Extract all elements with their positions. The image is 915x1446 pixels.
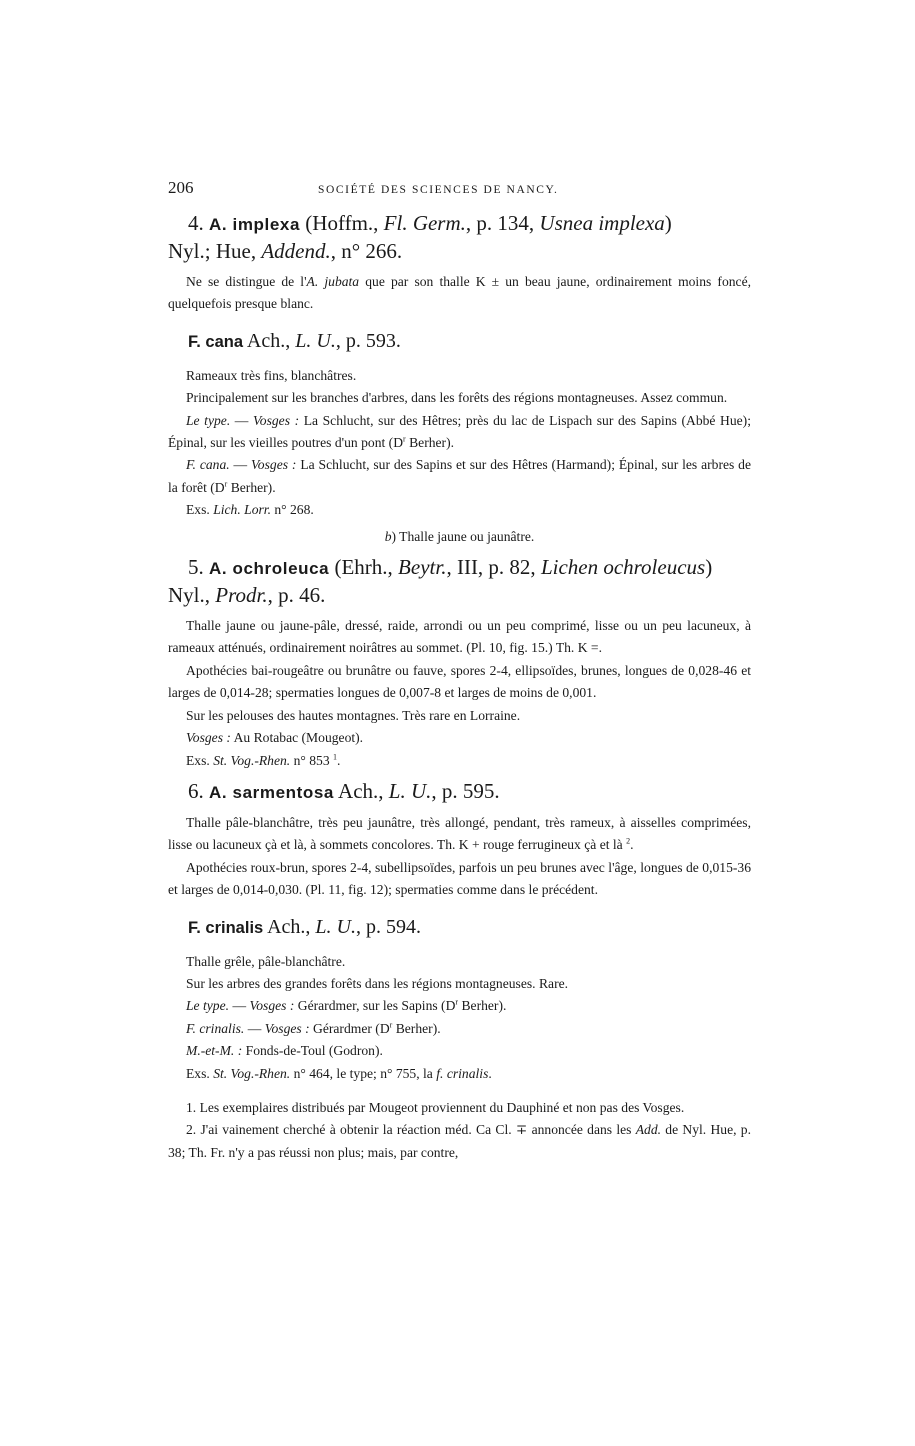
exsiccata-title: Lich. Lorr.	[213, 502, 271, 518]
text-run: La Schlucht, sur des Hêtres; près du lac de Lispach sur des Sapins (Abbé Hue); Épinal, sur les vieilles poutres d'un pont (D	[168, 412, 751, 451]
text-run: Gérardmer, sur les Sapins (D	[294, 998, 456, 1014]
exsiccata-paragraph	[168, 1063, 751, 1085]
region-label: Vosges :	[264, 1020, 310, 1036]
description-paragraph	[168, 812, 751, 857]
citation-text: Ach.,	[263, 915, 316, 938]
citation-text: (Ehrh.,	[329, 555, 399, 580]
text-run: Gérardmer (D	[309, 1020, 390, 1036]
text-run: Exs.	[186, 1065, 214, 1081]
citation-text: , III, p. 82,	[446, 555, 541, 580]
form-name: F. crinalis	[188, 918, 264, 937]
superscript: r	[455, 997, 459, 1007]
citation-text: (Hoffm.,	[305, 211, 384, 235]
page-header	[168, 178, 751, 204]
text-run: Thalle pâle-blanchâtre, très peu jaunâtre, très allongé, pendant, très rameux, à aisselles comprimées, lisse ou lacuneux çà et là, à sommets concolores. Th. K + rouge ferrugineux çà et là	[168, 814, 751, 853]
text-run: .	[488, 1065, 492, 1081]
description-paragraph: Thalle grêle, pâle-blanchâtre.	[186, 953, 346, 969]
page-number: 206	[168, 178, 194, 197]
division-text: ) Thalle jaune ou jaunâtre.	[391, 528, 535, 544]
superscript: r	[389, 1020, 393, 1030]
division-letter: b	[384, 528, 392, 544]
apothecia-paragraph: Apothécies bai-rougeâtre ou brunâtre ou fauve, spores 2-4, ellipsoïdes, brunes, longues de 0,028-46 et larges de 0,014-28; spermaties longues de 0,007-8 et larges de moins de 0,001.	[168, 662, 751, 701]
locality-paragraph	[168, 1018, 751, 1040]
division-heading	[168, 526, 751, 548]
footnote-ref: 1	[333, 751, 338, 761]
species-number: 5.	[188, 555, 204, 580]
habitat-paragraph: Sur les pelouses des hautes montagnes. Très rare en Lorraine.	[186, 707, 521, 723]
form-heading-cana	[188, 328, 751, 355]
locality-paragraph	[168, 727, 751, 749]
type-label: Le type.	[186, 998, 230, 1014]
reference-abbrev: Add.	[635, 1122, 662, 1138]
form-label: f. crinalis	[436, 1065, 489, 1081]
exsiccata-paragraph	[168, 499, 751, 521]
citation-text: Nyl.; Hue,	[168, 239, 262, 263]
footnote-1: 1. Les exemplaires distribués par Mougeot proviennent du Dauphiné et non pas des Vosges.	[186, 1099, 685, 1115]
habitat-paragraph: Principalement sur les branches d'arbres, dans les forêts des régions montagneuses. Assez commun.	[186, 390, 728, 406]
citation-book: Addend.	[261, 239, 331, 263]
species-heading-ochroleuca	[168, 554, 751, 609]
locality-paragraph	[168, 410, 751, 455]
species-name: A. ochroleuca	[209, 559, 330, 579]
text-run: .	[630, 837, 634, 853]
text-run: —	[229, 998, 250, 1014]
footnote-ref: 2	[626, 836, 631, 846]
locality-paragraph	[168, 995, 751, 1017]
species-heading-implexa	[168, 210, 751, 265]
exsiccata-title: St. Vog.-Rhen.	[213, 1065, 291, 1081]
text-run: .	[337, 752, 341, 768]
citation-text: Ach.,	[333, 778, 389, 803]
apothecia-paragraph: Apothécies roux-brun, spores 2-4, subellipsoïdes, parfois un peu brunes avec l'âge, longues de 0,015-36 et larges de 0,014-0,030. (Pl. 11, fig. 12); spermaties comme dans le précédent.	[168, 859, 751, 898]
description-paragraph: Thalle jaune ou jaune-pâle, dressé, raide, arrondi ou un peu comprimé, lisse ou un peu lacuneux, à rameaux atténués, ordinairement noirâtres au sommet. (Pl. 10, fig. 15.) Th. K =.	[168, 618, 751, 656]
species-name: A. implexa	[209, 215, 301, 234]
citation-text: Ach.,	[243, 329, 296, 352]
citation-book: L. U.	[315, 915, 356, 938]
superscript: r	[403, 434, 406, 444]
region-label: Vosges :	[251, 457, 297, 473]
text-run: Berher).	[227, 479, 276, 495]
text-run: —	[244, 1020, 265, 1036]
citation-text: , n° 266.	[330, 239, 403, 263]
region-label: Vosges :	[252, 412, 300, 428]
citation-synonym: Lichen ochroleucus	[540, 555, 706, 580]
text-run: n° 853	[290, 752, 334, 768]
footnote-2	[168, 1119, 751, 1164]
citation-book: L. U.	[295, 329, 336, 352]
species-number: 6.	[188, 778, 204, 803]
citation-text: )	[705, 555, 713, 580]
text-run: Ne se distingue de l'	[186, 274, 307, 289]
region-label: Vosges :	[186, 730, 231, 746]
citation-text: )	[664, 211, 672, 235]
exsiccata-title: St. Vog.-Rhen.	[213, 752, 291, 768]
text-run: n° 268.	[270, 502, 314, 518]
locality-paragraph	[168, 454, 751, 499]
region-label: M.-et-M. :	[186, 1043, 243, 1059]
region-label: Vosges :	[249, 998, 295, 1014]
text-run: Berher).	[405, 435, 455, 451]
citation-book: Fl. Germ.	[383, 211, 466, 235]
habitat-paragraph: Sur les arbres des grandes forêts dans les régions montagneuses. Rare.	[186, 975, 569, 991]
species-heading-sarmentosa	[168, 778, 751, 806]
text-run: Exs.	[186, 752, 214, 768]
description-paragraph	[168, 271, 751, 316]
citation-book: Beytr.	[398, 555, 447, 580]
text-run: n° 464, le type; n° 755, la	[290, 1065, 437, 1081]
text-run: Fonds-de-Toul (Godron).	[242, 1043, 383, 1059]
citation-text: Nyl.,	[168, 583, 216, 608]
exsiccata-paragraph	[168, 750, 751, 772]
citation-text: , p. 594.	[356, 915, 421, 938]
citation-text: , p. 593.	[335, 329, 401, 352]
species-number: 4.	[188, 211, 204, 235]
form-heading-crinalis	[188, 914, 751, 941]
text-run: Au Rotabac (Mougeot).	[230, 730, 364, 746]
text-run: Berher).	[392, 1020, 441, 1036]
text-run: —	[230, 412, 253, 428]
text-run: —	[229, 457, 252, 473]
text-run: La Schlucht, sur des Sapins et sur des Hêtres (Harmand); Épinal, sur les arbres de la forêt (D	[168, 457, 752, 495]
text-run: Berher).	[458, 998, 507, 1014]
footnotes	[168, 1097, 751, 1164]
text-run: de Nyl. Hue, p. 38; Th. Fr. n'y a pas réussi non plus; mais, par contre,	[168, 1122, 751, 1160]
form-label: F. crinalis.	[186, 1020, 245, 1036]
form-label: F. cana.	[186, 457, 230, 473]
citation-book: Prodr.	[215, 583, 268, 608]
text-run: Exs.	[186, 502, 214, 518]
document-page	[168, 178, 751, 1164]
citation-text: , p. 46.	[267, 583, 326, 608]
species-name: A. sarmentosa	[209, 782, 334, 802]
citation-book: L. U.	[388, 778, 432, 803]
locality-paragraph	[168, 1040, 751, 1062]
superscript: r	[224, 479, 228, 489]
citation-text: , p. 595.	[431, 778, 500, 803]
text-run: que par son thalle K ± un beau jaune, ordinairement moins foncé, quelquefois presque blanc.	[168, 274, 752, 312]
text-run: 2. J'ai vainement cherché à obtenir la réaction méd. Ca Cl. ∓ annoncée dans les	[186, 1122, 636, 1138]
description-paragraph: Rameaux très fins, blanchâtres.	[186, 367, 357, 383]
running-title: SOCIÉTÉ DES SCIENCES DE NANCY.	[318, 184, 559, 196]
form-name: F. cana	[188, 332, 244, 351]
taxon-name: A. jubata	[306, 274, 360, 289]
type-label: Le type.	[186, 412, 231, 428]
citation-synonym: Usnea implexa	[539, 211, 665, 235]
citation-text: , p. 134,	[465, 211, 540, 235]
